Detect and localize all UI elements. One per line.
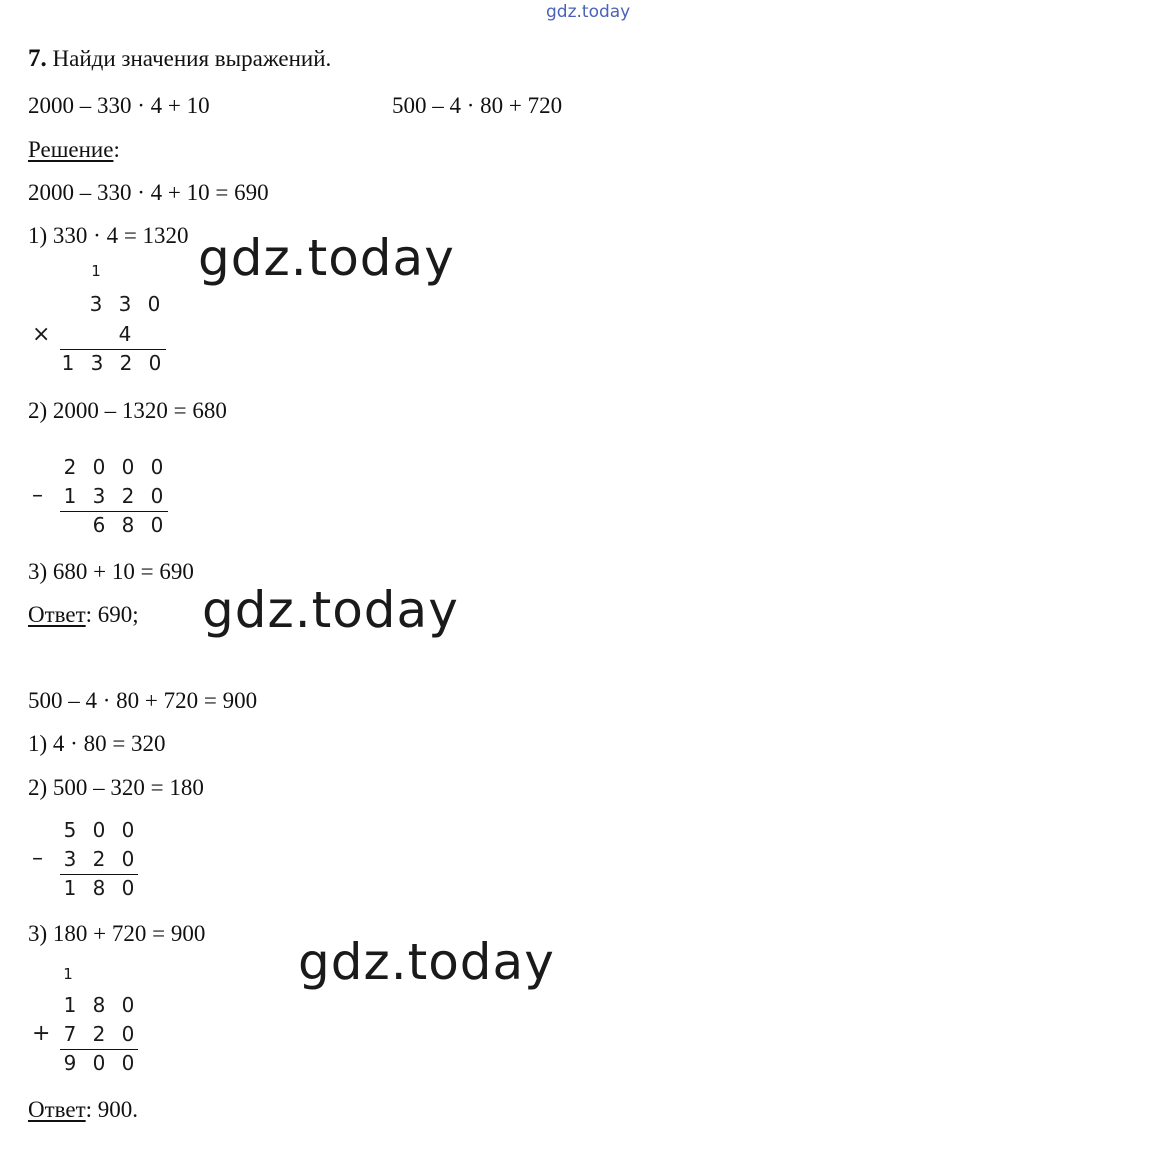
answer-label: Ответ — [28, 1097, 86, 1122]
digit: 8 — [121, 513, 135, 537]
digit: 1 — [63, 484, 77, 508]
digit: 1 — [63, 876, 77, 900]
digit: 2 — [121, 484, 135, 508]
digit: 3 — [92, 484, 106, 508]
digit: 3 — [118, 292, 132, 316]
digit: 3 — [90, 351, 104, 375]
digit: 1 — [63, 993, 77, 1017]
minus-sign: – — [32, 483, 43, 508]
addition-column — [30, 965, 160, 1080]
part1-equation: 2000 – 330 · 4 + 10 = 690 — [28, 180, 269, 205]
result-line — [60, 1049, 138, 1050]
digit: 0 — [121, 847, 135, 871]
watermark-2: gdz.today — [202, 581, 459, 639]
subtraction-column-2 — [30, 818, 160, 908]
answer-label: Ответ — [28, 602, 86, 627]
watermark-3: gdz.today — [298, 933, 555, 991]
task-title: Найди значения выражений. — [52, 46, 332, 71]
digit: 0 — [150, 455, 164, 479]
subtraction-column-1 — [30, 455, 180, 545]
digit: 0 — [121, 1051, 135, 1075]
watermark-top: gdz.today — [546, 2, 631, 22]
part1-step1: 1) 330 · 4 = 1320 — [28, 223, 189, 248]
digit: 6 — [92, 513, 106, 537]
digit: 2 — [119, 351, 133, 375]
digit: 7 — [63, 1022, 77, 1046]
result-line — [60, 349, 166, 350]
digit: 0 — [121, 455, 135, 479]
digit: 9 — [63, 1051, 77, 1075]
digit: 8 — [92, 876, 106, 900]
multiply-sign: × — [32, 322, 51, 347]
plus-sign: + — [32, 1021, 51, 1046]
watermark-1: gdz.today — [198, 229, 455, 287]
result-line — [60, 511, 168, 512]
digit: 8 — [92, 993, 106, 1017]
solution-heading — [28, 137, 120, 163]
solution-colon: : — [113, 137, 120, 162]
digit: 0 — [121, 993, 135, 1017]
digit: 3 — [63, 847, 77, 871]
digit: 0 — [121, 818, 135, 842]
digit: 1 — [61, 351, 75, 375]
digit: 0 — [121, 876, 135, 900]
part1-step2: 2) 2000 – 1320 = 680 — [28, 398, 227, 423]
expression-2: 500 – 4 · 80 + 720 — [392, 93, 563, 118]
digit: 2 — [63, 455, 77, 479]
digit: 2 — [92, 847, 106, 871]
part1-answer — [28, 602, 139, 628]
digit: 0 — [150, 513, 164, 537]
digit: 0 — [92, 818, 106, 842]
multiplication-column — [30, 262, 180, 382]
digit: 0 — [92, 1051, 106, 1075]
digit: 0 — [121, 1022, 135, 1046]
digit: 0 — [92, 455, 106, 479]
answer-value: : 690; — [85, 602, 139, 627]
carry-digit: 1 — [91, 262, 101, 280]
expression-1: 2000 – 330 · 4 + 10 — [28, 93, 210, 118]
answer-value: : 900. — [85, 1097, 139, 1122]
digit: 4 — [118, 322, 132, 346]
digit: 2 — [92, 1022, 106, 1046]
task-header — [28, 46, 331, 72]
part2-step1: 1) 4 · 80 = 320 — [28, 731, 166, 756]
part2-answer — [28, 1097, 138, 1123]
digit: 0 — [150, 484, 164, 508]
part2-step2: 2) 500 – 320 = 180 — [28, 775, 204, 800]
digit: 3 — [89, 292, 103, 316]
task-number: 7. — [28, 45, 47, 72]
part2-equation: 500 – 4 · 80 + 720 = 900 — [28, 688, 258, 713]
part1-step3: 3) 680 + 10 = 690 — [28, 559, 194, 584]
result-line — [60, 874, 138, 875]
digit: 0 — [148, 351, 162, 375]
minus-sign: – — [32, 846, 43, 871]
digit: 0 — [147, 292, 161, 316]
solution-label: Решение — [28, 137, 114, 162]
digit: 5 — [63, 818, 77, 842]
part2-step3: 3) 180 + 720 = 900 — [28, 921, 206, 946]
carry-digit: 1 — [63, 965, 73, 983]
